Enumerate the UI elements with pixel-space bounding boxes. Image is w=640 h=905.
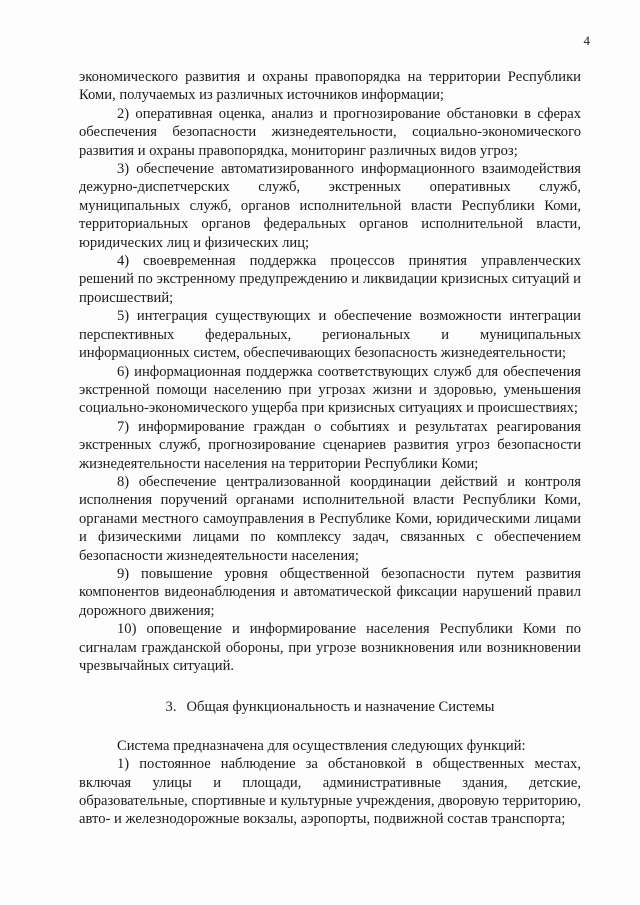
paragraph-continuation: экономического развития и охраны правопорядка на территории Республики Коми, получаемых из различных источников информации; bbox=[79, 69, 581, 104]
section-title: Общая функциональность и назначение Системы bbox=[186, 699, 495, 716]
list-item-2: 2) оперативная оценка, анализ и прогнозирование обстановки в сферах обеспечения безопасности жизнедеятельности, социально-экономического развития и охраны правопорядка, мониторинг различных видов угроз; bbox=[79, 105, 581, 159]
list-item-5: 5) интеграция существующих и обеспечение возможности интеграции перспективных федеральных, региональных и муниципальных информационных систем, обеспечивающих безопасность жизнедеятельности; bbox=[79, 308, 581, 362]
section-intro: Система предназначена для осуществления следующих функций: bbox=[117, 737, 526, 754]
section-number: 3. bbox=[165, 699, 177, 716]
list-item-10: 10) оповещение и информирование населения Республики Коми по сигналам гражданской обороны, при угрозе возникновения или возникновении чрезвычайных ситуаций. bbox=[79, 621, 581, 674]
list-item-9: 9) повышение уровня общественной безопасности путем развития компонентов видеонаблюдения и автоматической фиксации нарушений правил дорожного движения; bbox=[79, 565, 581, 619]
list-item-8: 8) обеспечение централизованной координации действий и контроля исполнения поручений органами исполнительной власти Республики Коми, органами местного самоуправления в Республике Коми, юридическими лицами и физическими лицами по комплексу задач, связанных с обеспечением безопасности жизнедеятельности населения; bbox=[79, 473, 581, 564]
list-item-6: 6) информационная поддержка соответствующих служб для обеспечения экстренной помощи населению при угрозах жизни и здоровью, уменьшения социально-экономического ущерба при кризисных ситуациях и происшествиях; bbox=[79, 363, 581, 417]
page-number: 4 bbox=[583, 33, 590, 48]
function-item-1: 1) постоянное наблюдение за обстановкой в общественных местах, включая улицы и площади, административные здания, детские, образовательные, спортивные и культурные учреждения, дворовую территорию, авто- и железнодорожные вокзалы, аэропорты, подвижной состав транспорта; bbox=[79, 756, 581, 828]
document-body bbox=[79, 68, 581, 829]
list-item-7: 7) информирование граждан о событиях и результатах реагирования экстренных служб, прогнозирование сценариев развития угроз безопасности жизнедеятельности населения на территории Республики Коми; bbox=[79, 418, 581, 472]
list-item-4: 4) своевременная поддержка процессов принятия управленческих решений по экстренному предупреждению и ликвидации кризисных ситуаций и происшествий; bbox=[79, 253, 581, 306]
list-item-3: 3) обеспечение автоматизированного информационного взаимодействия дежурно-диспетчерских служб, экстренных оперативных служб, муниципальных служб, органов исполнительной власти Республики Коми, территориальных органов федеральных органов исполнительной власти, юридических лиц и физических лиц; bbox=[79, 161, 581, 251]
section-heading bbox=[79, 698, 581, 716]
